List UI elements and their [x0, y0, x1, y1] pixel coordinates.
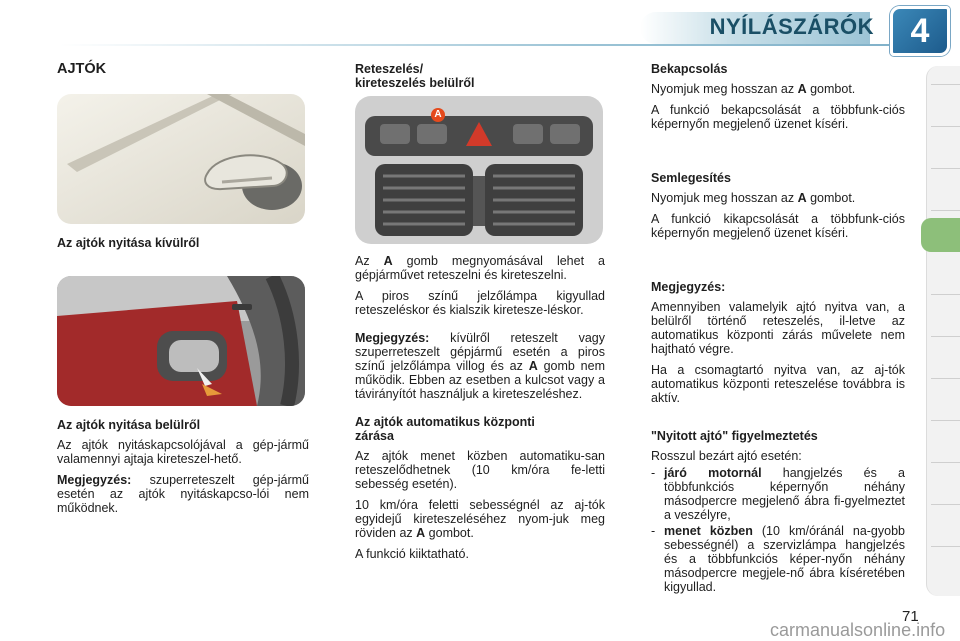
lock-note [355, 331, 605, 401]
text-span: gombot. [806, 82, 856, 96]
page-number: 71 [902, 608, 919, 625]
watermark: carmanualsonline.info [770, 620, 946, 640]
chapter-tabs [926, 66, 960, 596]
lock-text-2: A piros színű jelzőlámpa kigyullad reteszeléskor és kialszik kiretesze-léskor. [355, 289, 605, 317]
tab-divider [931, 294, 960, 295]
lock-text-1 [355, 254, 605, 282]
note-text: szuperreteszelt gép-jármű esetén az ajtók nyitáskapcso-lói nem működnek. [57, 473, 309, 515]
auto-lock-text-1: Az ajtók menet közben automatiku-san reteszelődhetnek (10 km/óra fe-letti sebesség esetén). [355, 449, 605, 491]
text-span: járó motornál [664, 466, 762, 480]
header-rule [60, 44, 920, 46]
chapter-number-badge: 4 [890, 6, 950, 56]
central-lock-button-photo [355, 96, 603, 244]
heading-note: Megjegyzés: [651, 280, 726, 294]
tab-divider [931, 462, 960, 463]
chapter-title: NYÍLÁSZÁRÓK [709, 14, 874, 39]
note-text-1: Amennyiben valamelyik ajtó nyitva van, a belülről történő reteszelés, il-letve az automatikus központi zárás művelete nem hajtható végre. [651, 300, 905, 356]
activation-text-1 [651, 82, 905, 96]
note-label: Megjegyzés: [57, 473, 132, 487]
text-span: kívülről reteszelt vagy szuperreteszelt gépjármű esetén a piros színű jelzőlámpa villog és az [355, 331, 605, 373]
interior-door-handle-photo [57, 276, 305, 406]
button-ref: A [797, 82, 807, 96]
activation-text-2: A funkció bekapcsolását a többfunk-ciós képernyőn megjelenő üzenet kíséri. [651, 103, 905, 131]
heading-lock-inside-1: Reteszelés/ [355, 62, 424, 76]
button-a-label: A [431, 108, 445, 122]
text-span: Az [355, 254, 384, 268]
tab-divider [931, 378, 960, 379]
text-span: Nyomjuk meg hosszan az [651, 82, 798, 96]
active-chapter-tab [921, 218, 960, 252]
deactivation-text-1 [651, 191, 905, 205]
text-span: (10 km/óránál na-gyobb sebességnél) a szervizlámpa hangjelzés és a többfunkciós képer-nyőn néhány másodpercre megjele-nő ábra kíséretében kigyullad. [664, 524, 905, 594]
page-header [0, 0, 960, 50]
note-text-2: Ha a csomagtartó nyitva van, az aj-tók automatikus központi reteszelése továbbra is aktív. [651, 363, 905, 405]
warning-list [651, 466, 905, 594]
tab-divider [931, 336, 960, 337]
text-span: gombot. [806, 191, 856, 205]
exterior-door-handle-photo [57, 94, 305, 224]
text-span: gomb nem működik. Ebben az esetben a kulcsot vagy a távirányítót használjuk a kireteszeléshez. [355, 359, 605, 401]
auto-lock-text-2 [355, 498, 605, 540]
warning-intro: Rosszul bezárt ajtó esetén: [651, 449, 802, 463]
list-item [651, 524, 905, 594]
note-label: Megjegyzés: [355, 331, 430, 345]
interior-open-text: Az ajtók nyitáskapcsolójával a gép-jármű valamennyi ajtaja kireteszel-hető. [57, 438, 309, 466]
deactivation-text-2: A funkció kikapcsolását a többfunk-ciós képernyőn megjelenő üzenet kíséri. [651, 212, 905, 240]
supplock-note [57, 473, 309, 515]
heading-open-door-warning: "Nyitott ajtó" figyelmeztetés [651, 429, 818, 443]
text-span: gomb megnyomásával lehet a gépjárművet reteszelni és kireteszelni. [355, 254, 606, 282]
tab-divider [931, 168, 960, 169]
column-middle [355, 62, 605, 568]
text-span: 10 km/óra feletti sebességnél az aj-tók egyidejű kireteszeléséhez nyom-juk meg röviden az [355, 498, 605, 540]
section-title: AJTÓK [57, 61, 107, 77]
tab-divider [931, 84, 960, 85]
text-span: Nyomjuk meg hosszan az [651, 191, 798, 205]
column-left [57, 62, 309, 522]
text-span: menet közben [664, 524, 753, 538]
caption-interior: Az ajtók nyitása belülről [57, 418, 201, 432]
text-span: gombot. [425, 526, 474, 540]
heading-deactivation: Semlegesítés [651, 171, 731, 185]
button-ref: A [383, 254, 393, 268]
text-span: hangjelzés és a többfunkciós képernyőn néhány másodpercre megjelenő ábra fi-gyelmeztet a veszélyre, [664, 466, 906, 522]
button-ref: A [797, 191, 807, 205]
tab-divider [931, 420, 960, 421]
tab-divider [931, 546, 960, 547]
button-ref: A [416, 526, 426, 540]
auto-lock-text-3: A funkció kiiktatható. [355, 547, 469, 561]
tab-divider [931, 126, 960, 127]
heading-lock-inside-2: kireteszelés belülről [355, 76, 475, 90]
caption-exterior: Az ajtók nyitása kívülről [57, 236, 200, 250]
heading-activation: Bekapcsolás [651, 62, 728, 76]
tab-divider [931, 504, 960, 505]
list-item [651, 466, 905, 522]
button-ref: A [528, 359, 538, 373]
heading-auto-lock-2: zárása [355, 429, 394, 443]
tab-divider [931, 210, 960, 211]
heading-auto-lock-1: Az ajtók automatikus központi [355, 415, 535, 429]
column-right [651, 62, 905, 596]
